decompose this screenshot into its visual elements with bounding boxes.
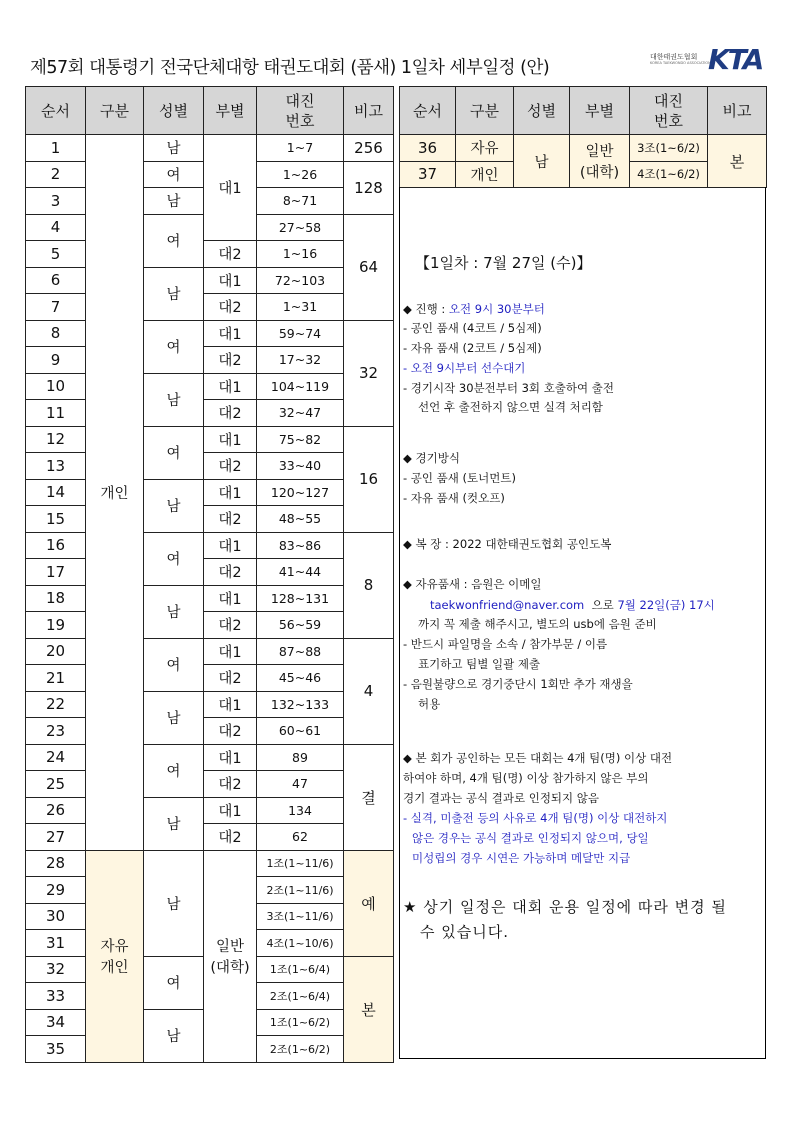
note-cell: 예 [344,850,394,956]
gender-cell: 남 [144,188,204,215]
bracket-cell: 72~103 [257,267,344,294]
order-cell: 20 [26,638,86,665]
header-note: 비고 [708,87,767,135]
note-cell: 16 [344,426,394,532]
division-cell: 대1 [204,744,257,771]
order-cell: 13 [26,453,86,480]
order-cell: 19 [26,612,86,639]
division-cell: 대1 [204,135,257,241]
category-cell: 개인 [456,161,514,188]
bracket-cell: 3조(1~11/6) [257,903,344,930]
rule-line: 경기 결과는 공식 결과로 인정되지 않음 [403,791,600,805]
music-line: 표기하고 팀별 일괄 제출 [418,657,541,671]
table-row [26,135,394,162]
progress-line: - 오전 9시부터 선수대기 [403,361,526,375]
bracket-cell: 32~47 [257,400,344,427]
rule-line: ◆ 본 회가 공인하는 모든 대회는 4개 팀(명) 이상 대전 [403,751,673,765]
order-cell: 36 [400,135,456,162]
bracket-cell: 41~44 [257,559,344,586]
order-cell: 1 [26,135,86,162]
table-row [26,744,394,771]
order-cell: 27 [26,824,86,851]
gender-cell: 여 [144,956,204,1009]
division-cell: 대2 [204,294,257,321]
gender-cell: 여 [144,744,204,797]
order-cell: 23 [26,718,86,745]
kta-logo [650,43,763,76]
order-cell: 16 [26,532,86,559]
table-row [26,267,394,294]
gender-cell: 남 [514,135,570,188]
order-cell: 8 [26,320,86,347]
order-cell: 31 [26,930,86,957]
day-heading: 【1일차 : 7월 27일 (수)】 [415,254,592,272]
header-bracket: 대진 번호 [630,87,708,135]
table-row [26,771,394,798]
division-cell: 대1 [204,320,257,347]
gender-cell: 여 [144,426,204,479]
gender-cell: 남 [144,267,204,320]
note-cell: 결 [344,744,394,850]
music-line: 허용 [418,697,441,711]
note-cell: 64 [344,214,394,320]
email-link[interactable]: taekwonfriend@naver.com [430,598,585,612]
bracket-cell: 2조(1~6/4) [257,983,344,1010]
table-row [26,824,394,851]
division-cell: 대2 [204,347,257,374]
division-cell: 대2 [204,612,257,639]
bracket-cell: 45~46 [257,665,344,692]
order-cell: 34 [26,1009,86,1036]
table-row [26,612,394,639]
note-cell: 256 [344,135,394,162]
header-order: 순서 [26,87,86,135]
order-cell: 4 [26,214,86,241]
division-cell: 대2 [204,665,257,692]
note-cell: 128 [344,161,394,214]
order-cell: 30 [26,903,86,930]
gender-cell: 남 [144,585,204,638]
division-cell: 대1 [204,797,257,824]
division-cell: 대1 [204,585,257,612]
progress-line: 선언 후 출전하지 않으면 실격 처리함 [418,400,603,414]
order-cell: 28 [26,850,86,877]
division-cell: 대1 [204,691,257,718]
division-cell: 대2 [204,506,257,533]
order-cell: 37 [400,161,456,188]
table-row [26,797,394,824]
bracket-cell: 132~133 [257,691,344,718]
order-cell: 21 [26,665,86,692]
header-gender: 성별 [514,87,570,135]
header-order: 순서 [400,87,456,135]
header-category: 구분 [456,87,514,135]
order-cell: 25 [26,771,86,798]
page-title: 제57회 대통령기 전국단체대항 태권도대회 (품새) 1일차 세부일정 (안) [30,58,550,78]
progress-heading: ◆ 진행 : 오전 9시 30분부터 [403,302,545,316]
progress-line: - 공인 품새 (4코트 / 5심제) [403,321,542,335]
division-cell: 대2 [204,559,257,586]
header-division: 부별 [204,87,257,135]
header-bracket: 대진 번호 [257,87,344,135]
table-row [26,373,394,400]
method-line: - 공인 품새 (토너먼트) [403,471,516,485]
music-heading: ◆ 자유품새 : 음원은 이메일 [403,577,542,591]
bracket-cell: 33~40 [257,453,344,480]
gender-cell: 여 [144,320,204,373]
table-row [26,691,394,718]
gender-cell: 남 [144,797,204,850]
schedule-table-right [399,86,767,188]
table-row [26,506,394,533]
table-row [26,347,394,374]
method-line: - 자유 품새 (컷오프) [403,491,505,505]
division-cell: 대1 [204,373,257,400]
table-row [26,479,394,506]
gender-cell: 남 [144,373,204,426]
logo-org-subtitle: KOREA TAEKWONDO ASSOCIATION [650,61,711,65]
category-cell: 자유 [456,135,514,162]
division-cell: 대2 [204,824,257,851]
bracket-cell: 89 [257,744,344,771]
header-gender: 성별 [144,87,204,135]
gender-cell: 여 [144,638,204,691]
gender-cell: 남 [144,850,204,956]
order-cell: 9 [26,347,86,374]
order-cell: 17 [26,559,86,586]
bracket-cell: 4조(1~10/6) [257,930,344,957]
rule-line: - 실격, 미출전 등의 사유로 4개 팀(명) 이상 대전하지 [403,811,668,825]
bracket-cell: 104~119 [257,373,344,400]
bracket-cell: 1조(1~11/6) [257,850,344,877]
progress-line: - 경기시작 30분전부터 3회 호출하여 출전 [403,381,615,395]
table-row [26,665,394,692]
notice-line: ★ 상기 일정은 대회 운용 일정에 따라 변경 될 [403,898,727,916]
order-cell: 26 [26,797,86,824]
note-cell: 4 [344,638,394,744]
bracket-cell: 2조(1~11/6) [257,877,344,904]
bracket-cell: 87~88 [257,638,344,665]
table-row [26,294,394,321]
bracket-cell: 62 [257,824,344,851]
music-line: - 음원불량으로 경기중단시 1회만 추가 재생을 [403,677,633,691]
bracket-cell: 134 [257,797,344,824]
bracket-cell: 8~71 [257,188,344,215]
bracket-cell: 59~74 [257,320,344,347]
gender-cell: 여 [144,214,204,267]
division-cell: 대1 [204,638,257,665]
division-cell: 대2 [204,400,257,427]
schedule-table-left [25,86,394,1063]
rule-line: 않은 경우는 공식 결과로 인정되지 않으며, 당일 [412,831,649,845]
header-category: 구분 [86,87,144,135]
logo-mark: KTA [708,43,763,76]
gender-cell: 남 [144,135,204,162]
music-line: - 반드시 파일명을 소속 / 참가부문 / 이름 [403,637,608,651]
table-row [26,585,394,612]
order-cell: 12 [26,426,86,453]
division-cell: 대2 [204,241,257,268]
bracket-cell: 120~127 [257,479,344,506]
info-panel [399,187,766,1059]
gender-cell: 남 [144,1009,204,1062]
bracket-cell: 1~31 [257,294,344,321]
table-row [26,320,394,347]
table-row [26,426,394,453]
bracket-cell: 17~32 [257,347,344,374]
header-division: 부별 [570,87,630,135]
order-cell: 7 [26,294,86,321]
table-row [26,638,394,665]
bracket-cell: 4조(1~6/2) [630,161,708,188]
order-cell: 11 [26,400,86,427]
division-cell: 일반 (대학) [570,135,630,188]
division-cell: 대2 [204,718,257,745]
division-cell: 대2 [204,771,257,798]
music-submit-line: taekwonfriend@naver.com 으로 7월 22일(금) 17시 [430,598,715,612]
order-cell: 32 [26,956,86,983]
division-cell: 대1 [204,426,257,453]
bracket-cell: 1~26 [257,161,344,188]
method-heading: ◆ 경기방식 [403,451,460,465]
table-row [26,850,394,877]
order-cell: 5 [26,241,86,268]
bracket-cell: 1조(1~6/4) [257,956,344,983]
division-cell: 대2 [204,453,257,480]
dress-code: ◆ 복 장 : 2022 대한태권도협회 공인도복 [403,537,612,551]
music-line: 까지 꼭 제출 해주시고, 별도의 usb에 음원 준비 [418,617,657,631]
bracket-cell: 75~82 [257,426,344,453]
order-cell: 35 [26,1036,86,1063]
progress-line: - 자유 품새 (2코트 / 5심제) [403,341,542,355]
order-cell: 10 [26,373,86,400]
logo-org-name: 대한태권도협회 [650,53,698,61]
order-cell: 3 [26,188,86,215]
bracket-cell: 1~16 [257,241,344,268]
note-cell: 8 [344,532,394,638]
table-row [26,532,394,559]
bracket-cell: 1조(1~6/2) [257,1009,344,1036]
gender-cell: 여 [144,161,204,188]
order-cell: 24 [26,744,86,771]
table-row [26,453,394,480]
note-cell: 본 [344,956,394,1062]
order-cell: 2 [26,161,86,188]
division-cell: 대1 [204,479,257,506]
bracket-cell: 128~131 [257,585,344,612]
bracket-cell: 1~7 [257,135,344,162]
category-cell: 자유 개인 [86,850,144,1062]
bracket-cell: 3조(1~6/2) [630,135,708,162]
order-cell: 22 [26,691,86,718]
bracket-cell: 56~59 [257,612,344,639]
bracket-cell: 60~61 [257,718,344,745]
table-row [400,135,767,162]
category-cell: 개인 [86,135,144,851]
division-cell: 대1 [204,532,257,559]
table-row [26,718,394,745]
notice-line: 수 있습니다. [420,923,509,941]
rule-line: 하여야 하며, 4개 팀(명) 이상 참가하지 않은 부의 [403,771,649,785]
bracket-cell: 27~58 [257,214,344,241]
table-row [26,400,394,427]
rule-line: 미성립의 경우 시연은 가능하며 메달만 지급 [412,851,631,865]
order-cell: 14 [26,479,86,506]
table-row [26,559,394,586]
division-cell: 일반 (대학) [204,850,257,1062]
order-cell: 29 [26,877,86,904]
bracket-cell: 2조(1~6/2) [257,1036,344,1063]
note-cell: 본 [708,135,767,188]
order-cell: 15 [26,506,86,533]
header-note: 비고 [344,87,394,135]
division-cell: 대1 [204,267,257,294]
note-cell: 32 [344,320,394,426]
order-cell: 18 [26,585,86,612]
bracket-cell: 83~86 [257,532,344,559]
bracket-cell: 47 [257,771,344,798]
order-cell: 6 [26,267,86,294]
gender-cell: 여 [144,532,204,585]
gender-cell: 남 [144,691,204,744]
order-cell: 33 [26,983,86,1010]
bracket-cell: 48~55 [257,506,344,533]
gender-cell: 남 [144,479,204,532]
table-row [26,241,394,268]
